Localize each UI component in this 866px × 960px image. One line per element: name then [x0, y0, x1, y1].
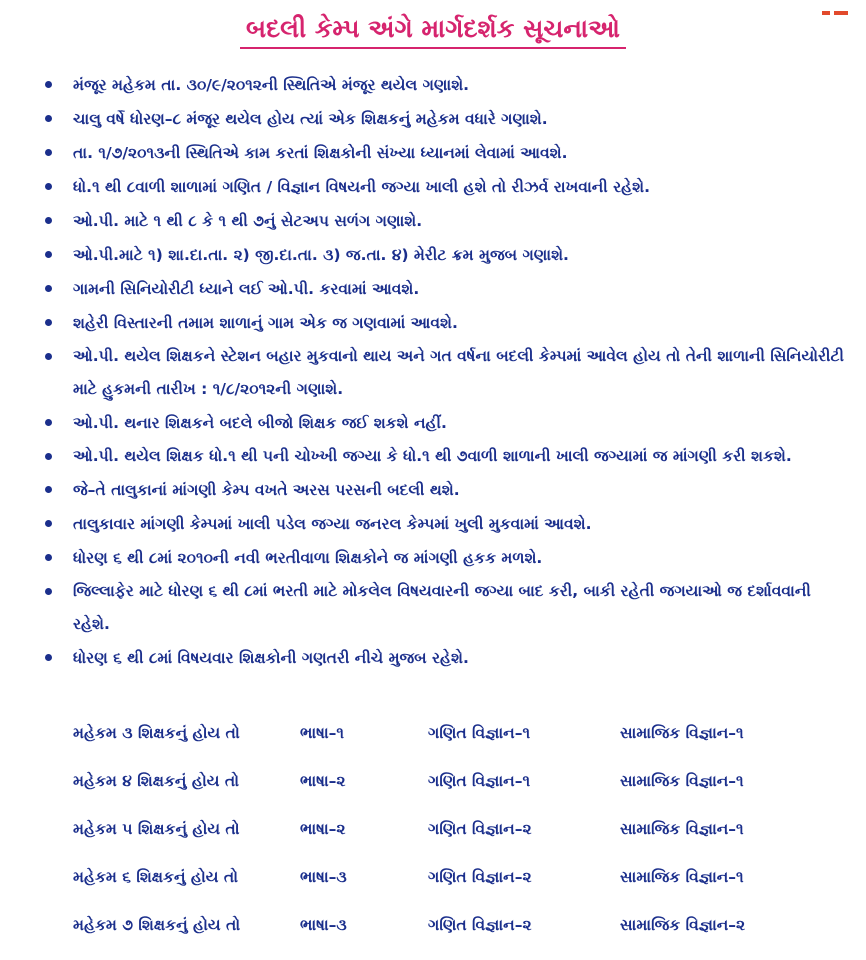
bullet-icon [45, 149, 52, 156]
bhasha-cell: ભાષા–૩ [300, 868, 347, 886]
list-item [0, 272, 866, 306]
list-item-text: ચાલુ વર્ષે ધોરણ–૮ મંજૂર થયેલ હોય ત્યાં એક શિક્ષકનું મહેકમ વધારે ગણાશે. [73, 110, 548, 128]
list-item [0, 238, 866, 272]
list-item [0, 204, 866, 238]
mahekam-cell: મહેકમ ૩ શિક્ષકનું હોય તો [73, 724, 240, 742]
bullet-icon [45, 654, 52, 661]
list-item [0, 507, 866, 541]
page-title [0, 14, 866, 49]
bullet-icon [45, 115, 52, 122]
samajik-vigyan-cell: સામાજિક વિજ્ઞાન–૧ [620, 724, 744, 742]
list-item-text: ઓ.પી. માટે ૧ થી ૮ કે ૧ થી ૭નું સેટઅપ સળંગ ગણાશે. [73, 212, 423, 230]
instructions-list [0, 68, 866, 675]
list-item [0, 406, 866, 440]
list-item [0, 68, 866, 102]
table-row [0, 862, 866, 910]
bullet-icon [45, 217, 52, 224]
table-row [0, 910, 866, 958]
mahekam-cell: મહેકમ ૬ શિક્ષકનું હોય તો [73, 868, 239, 886]
bullet-icon [45, 419, 52, 426]
bhasha-cell: ભાષા–૨ [300, 820, 346, 838]
list-item-text: ગામની સિનિયોરીટી ધ્યાને લઈ ઓ.પી. કરવામાં આવશે. [73, 280, 420, 298]
table-row [0, 718, 866, 766]
list-item-text: ધોરણ ૬ થી ૮માં વિષયવાર શિક્ષકોની ગણતરી નીચે મુજબ રહેશે. [73, 649, 469, 667]
list-item [0, 136, 866, 170]
ganit-vigyan-cell: ગણિત વિજ્ઞાન–૨ [428, 820, 532, 838]
list-item-text: તા. ૧/૭/૨૦૧૩ની સ્થિતિએ કામ કરતાં શિક્ષકોની સંખ્યા ધ્યાનમાં લેવામાં આવશે. [73, 144, 568, 162]
mahekam-cell: મહેકમ ૭ શિક્ષકનું હોય તો [73, 916, 241, 934]
page-title-text: બદલી કેમ્પ અંગે માર્ગદર્શક સૂચનાઓ [240, 14, 626, 49]
list-item [0, 541, 866, 575]
bullet-icon [45, 81, 52, 88]
list-item-text: શહેરી વિસ્તારની તમામ શાળાનું ગામ એક જ ગણવામાં આવશે. [73, 314, 458, 332]
list-item [0, 440, 866, 473]
bullet-icon [45, 486, 52, 493]
ganit-vigyan-cell: ગણિત વિજ્ઞાન–૧ [428, 772, 531, 790]
bullet-icon [45, 285, 52, 292]
corner-decoration [818, 0, 858, 4]
list-item-text: ધો.૧ થી ૮વાળી શાળામાં ગણિત / વિજ્ઞાન વિષયની જગ્યા ખાલી હશે તો રીઝર્વ રાખવાની રહેશે. [73, 178, 651, 196]
table-row [0, 766, 866, 814]
list-item-text: તાલુકાવાર માંગણી કેમ્પમાં ખાલી પડેલ જગ્યા જનરલ કેમ્પમાં ખુલી મુકવામાં આવશે. [73, 515, 592, 533]
bullet-icon [45, 251, 52, 258]
bullet-icon [45, 453, 52, 460]
ganit-vigyan-cell: ગણિત વિજ્ઞાન–૨ [428, 916, 532, 934]
samajik-vigyan-cell: સામાજિક વિજ્ઞાન–૨ [620, 916, 746, 934]
list-item-text: ઓ.પી. થયેલ શિક્ષક ધો.૧ થી ૫ની ચોખ્ખી જગ્યા કે ધો.૧ થી ૭વાળી શાળાની ખાલી જગ્યામાં જ માંગણી કરી શકશે. [73, 447, 792, 465]
list-item [0, 473, 866, 507]
bullet-icon [45, 520, 52, 527]
list-item [0, 641, 866, 675]
list-item-text: ઓ.પી. થયેલ શિક્ષકને સ્ટેશન બહાર મુકવાનો થાય અને ગત વર્ષના બદલી કેમ્પમાં આવેલ હોય તો તેની શાળાની સિનિયોરીટી માટે હુકમની તારીખ : ૧/૮/૨૦૧૨ની ગણાશે. [73, 347, 844, 398]
samajik-vigyan-cell: સામાજિક વિજ્ઞાન–૧ [620, 820, 744, 838]
list-item [0, 170, 866, 204]
ganit-vigyan-cell: ગણિત વિજ્ઞાન–૧ [428, 724, 531, 742]
list-item [0, 102, 866, 136]
bullet-icon [45, 319, 52, 326]
bullet-icon [45, 353, 52, 360]
list-item [0, 340, 866, 406]
table-row [0, 814, 866, 862]
list-item-text: ઓ.પી. થનાર શિક્ષકને બદલે બીજો શિક્ષક જઈ શકશે નહીં. [73, 414, 447, 432]
ganit-vigyan-cell: ગણિત વિજ્ઞાન–૨ [428, 868, 532, 886]
list-item-text: જિલ્લાફેર માટે ધોરણ ૬ થી ૮માં ભરતી માટે મોકલેલ વિષયવારની જગ્યા બાદ કરી, બાકી રહેતી જગયાઓ જ દર્શાવવાની રહેશે. [73, 582, 811, 633]
bhasha-cell: ભાષા–૧ [300, 724, 345, 742]
bullet-icon [45, 183, 52, 190]
bhasha-cell: ભાષા–૩ [300, 916, 347, 934]
list-item-text: ધોરણ ૬ થી ૮માં ૨૦૧૦ની નવી ભરતીવાળા શિક્ષકોને જ માંગણી હકક મળશે. [73, 549, 543, 567]
list-item [0, 306, 866, 340]
bhasha-cell: ભાષા–૨ [300, 772, 346, 790]
list-item [0, 575, 866, 641]
list-item-text: ઓ.પી.માટે ૧) શા.દા.તા. ૨) જી.દા.તા. ૩) જ.તા. ૪) મેરીટ ક્રમ મુજબ ગણાશે. [73, 246, 569, 264]
list-item-text: મંજૂર મહેકમ તા. ૩૦/૯/૨૦૧૨ની સ્થિતિએ મંજૂર થયેલ ગણાશે. [73, 76, 470, 94]
samajik-vigyan-cell: સામાજિક વિજ્ઞાન–૧ [620, 772, 744, 790]
mahekam-cell: મહેકમ ૫ શિક્ષકનું હોય તો [73, 820, 240, 838]
mahekam-cell: મહેકમ ૪ શિક્ષકનું હોય તો [73, 772, 239, 790]
bullet-icon [45, 554, 52, 561]
samajik-vigyan-cell: સામાજિક વિજ્ઞાન–૧ [620, 868, 744, 886]
bullet-icon [45, 588, 52, 595]
staffing-table [0, 718, 866, 958]
list-item-text: જે–તે તાલુકાનાં માંગણી કેમ્પ વખતે અરસ પરસની બદલી થશે. [73, 481, 460, 499]
